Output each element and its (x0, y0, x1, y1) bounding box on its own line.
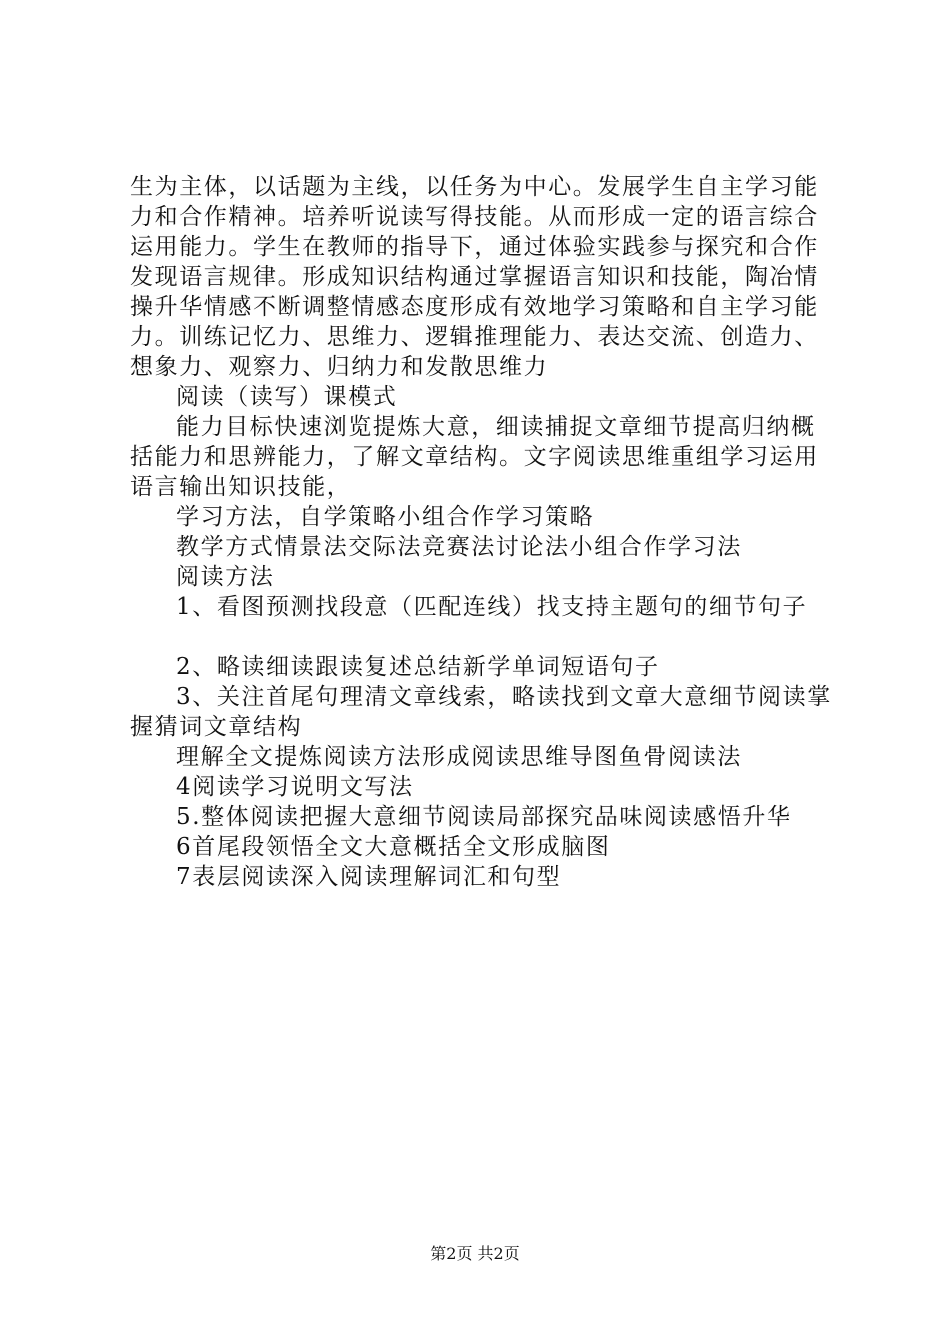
list-item-3: 3、关注首尾句理清文章线索，略读找到文章大意细节阅读掌握猜词文章结构 (130, 684, 832, 740)
paragraph-learning-methods: 学习方法，自学策略小组合作学习策略 (176, 504, 595, 530)
paragraph-reading-mode-heading: 阅读（读写）课模式 (176, 384, 398, 410)
list-item-1: 1、看图预测找段意（匹配连线）找支持主题句的细节句子 (176, 594, 808, 620)
list-item-7: 7表层阅读深入阅读理解词汇和句型 (176, 864, 562, 890)
document-body (130, 172, 840, 892)
list-item-5: 5.整体阅读把握大意细节阅读局部探究品味阅读感悟升华 (176, 804, 792, 830)
list-item-6: 6首尾段领悟全文大意概括全文形成脑图 (176, 834, 611, 860)
list-item-2: 2、略读细读跟读复述总结新学单词短语句子 (176, 654, 660, 680)
paragraph-intro: 生为主体，以话题为主线，以任务为中心。发展学生自主学习能力和合作精神。培养听说读写得技能。从而形成一定的语言综合运用能力。学生在教师的指导下，通过体验实践参与探究和合作发现语言规律。形成知识结构通过掌握语言知识和技能，陶冶情操升华情感不断调整情感态度形成有效地学习策略和自主学习能力。训练记忆力、思维力、逻辑推理能力、表达交流、创造力、想象力、观察力、归纳力和发散思维力 (130, 174, 819, 380)
paragraph-ability-goals: 能力目标快速浏览提炼大意，细读捕捉文章细节提高归纳概括能力和思辨能力，了解文章结构。文字阅读思维重组学习运用语言输出知识技能， (130, 414, 819, 500)
page-number-footer: 第2页 共2页 (430, 1244, 520, 1263)
paragraph-understanding: 理解全文提炼阅读方法形成阅读思维导图鱼骨阅读法 (176, 744, 742, 770)
list-item-4: 4阅读学习说明文写法 (176, 774, 414, 800)
paragraph-teaching-methods: 教学方式情景法交际法竞赛法讨论法小组合作学习法 (176, 534, 742, 560)
paragraph-reading-methods-heading: 阅读方法 (176, 564, 275, 590)
